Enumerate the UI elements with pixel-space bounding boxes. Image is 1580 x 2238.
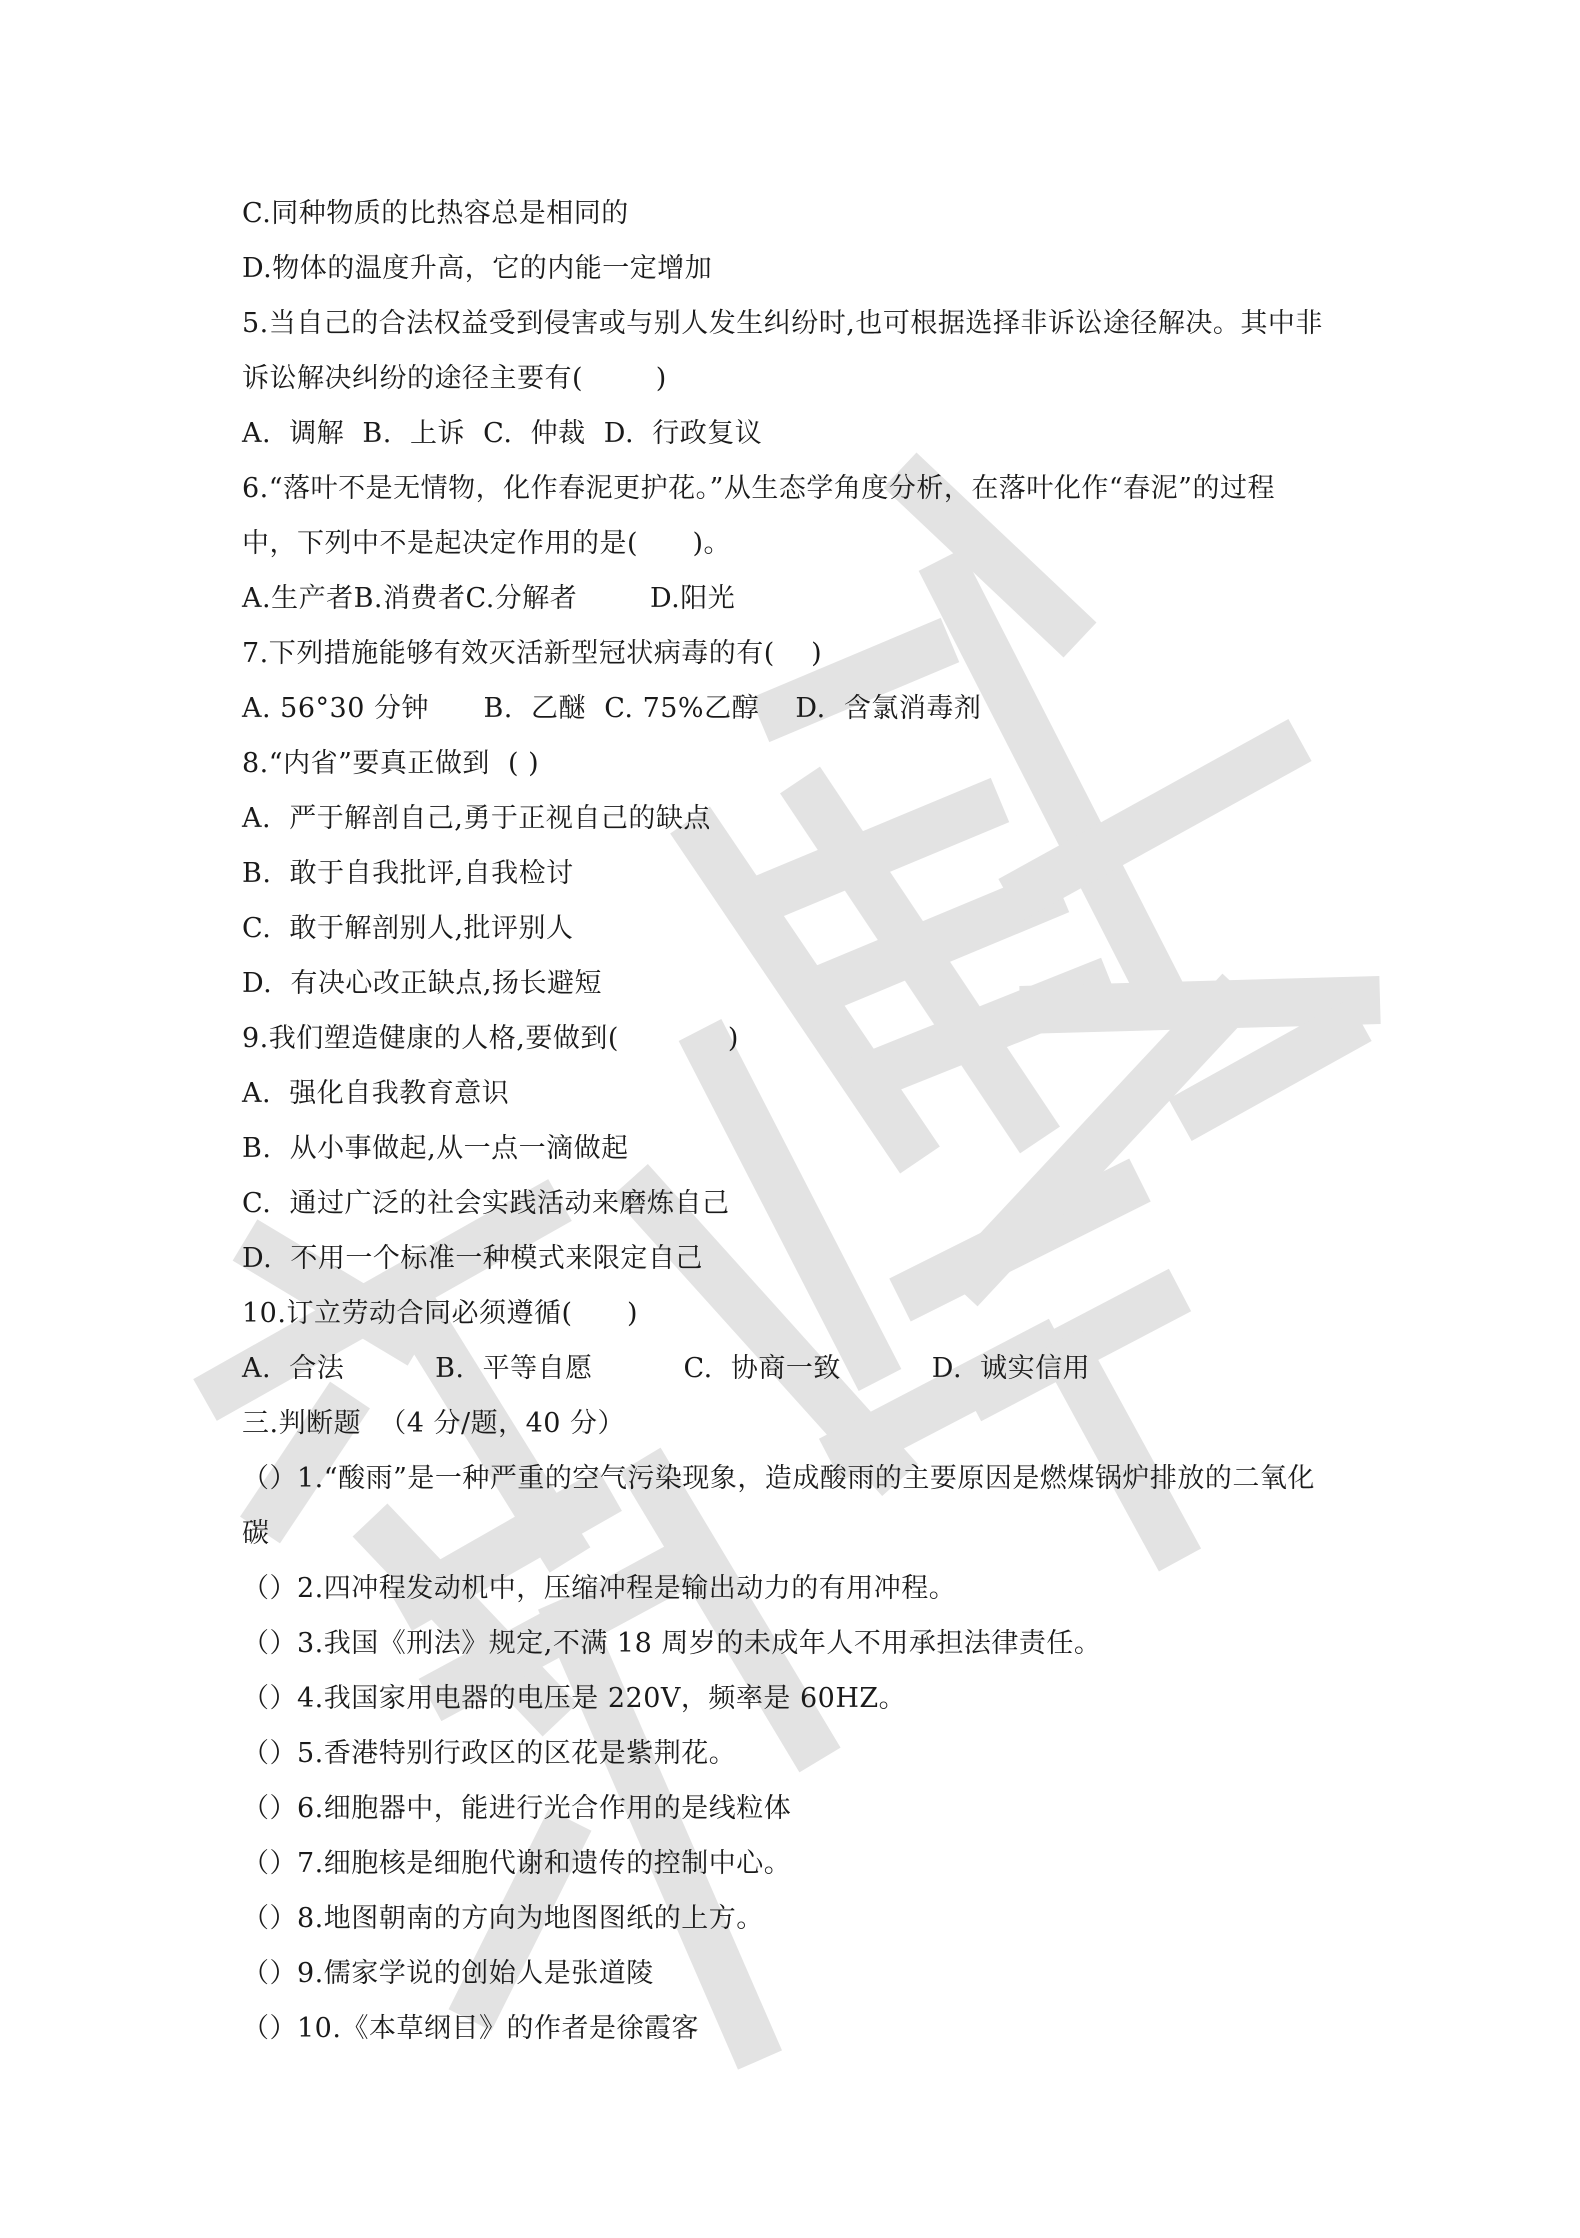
text-line: A. 强化自我教育意识 [242, 1078, 510, 1109]
text-line: 7.下列措施能够有效灭活新型冠状病毒的有( ) [242, 638, 823, 669]
text-line: A. 合法 B. 平等自愿 C. 协商一致 D. 诚实信用 [242, 1353, 1091, 1384]
text-line: C. 通过广泛的社会实践活动来磨炼自己 [242, 1188, 730, 1219]
text-line: 中，下列中不是起决定作用的是( )。 [242, 528, 732, 559]
text-line: B. 从小事做起,从一点一滴做起 [242, 1133, 629, 1164]
text-line: B. 敢于自我批评,自我检讨 [242, 858, 574, 889]
text-line: （）7.细胞核是细胞代谢和遗传的控制中心。 [242, 1848, 792, 1879]
text-line: A. 56°30 分钟 B. 乙醚 C. 75%乙醇 D. 含氯消毒剂 [242, 693, 982, 724]
text-line: （）2.四冲程发动机中，压缩冲程是输出动力的有用冲程。 [242, 1573, 957, 1604]
text-line: C. 敢于解剖别人,批评别人 [242, 913, 574, 944]
text-line: 9.我们塑造健康的人格,要做到( ) [242, 1023, 739, 1054]
text-line: D.物体的温度升高，它的内能一定增加 [242, 253, 713, 284]
question-text-block [242, 186, 1352, 2056]
text-line: A. 严于解剖自己,勇于正视自己的缺点 [242, 803, 711, 834]
text-line: 10.订立劳动合同必须遵循( ) [242, 1298, 639, 1329]
text-line: （）8.地图朝南的方向为地图图纸的上方。 [242, 1903, 764, 1934]
text-line: （）9.儒家学说的创始人是张道陵 [242, 1958, 654, 1989]
text-line: A. 调解 B. 上诉 C. 仲裁 D. 行政复议 [242, 418, 763, 449]
text-line: （）5.香港特别行政区的区花是紫荆花。 [242, 1738, 737, 1769]
text-line: D. 有决心改正缺点,扬长避短 [242, 968, 603, 999]
text-line: D. 不用一个标准一种模式来限定自己 [242, 1243, 703, 1274]
text-line: A.生产者B.消费者C.分解者 D.阳光 [242, 583, 736, 614]
text-line: 6.“落叶不是无情物，化作春泥更护花。”从生态学角度分析，在落叶化作“春泥”的过程 [242, 473, 1275, 504]
text-line: 诉讼解决纠纷的途径主要有( ) [242, 363, 667, 394]
text-line: C.同种物质的比热容总是相同的 [242, 198, 629, 229]
text-line: 5.当自己的合法权益受到侵害或与别人发生纠纷时,也可根据选择非诉讼途径解决。其中非 [242, 308, 1323, 339]
text-line: （）3.我国《刑法》规定,不满 18 周岁的未成年人不用承担法律责任。 [242, 1628, 1102, 1659]
text-line: （）10.《本草纲目》的作者是徐霞客 [242, 2013, 699, 2044]
text-line: （）1.“酸雨”是一种严重的空气污染现象，造成酸雨的主要原因是燃煤锅炉排放的二氧化 [242, 1463, 1315, 1494]
text-line: （）4.我国家用电器的电压是 220V，频率是 60HZ。 [242, 1683, 907, 1714]
text-line: 碳 [242, 1518, 270, 1549]
section-heading: 三.判断题 （4 分/题，40 分） [242, 1408, 626, 1439]
text-line: 8.“内省”要真正做到 ( ) [242, 748, 540, 779]
text-line: （）6.细胞器中，能进行光合作用的是线粒体 [242, 1793, 792, 1824]
